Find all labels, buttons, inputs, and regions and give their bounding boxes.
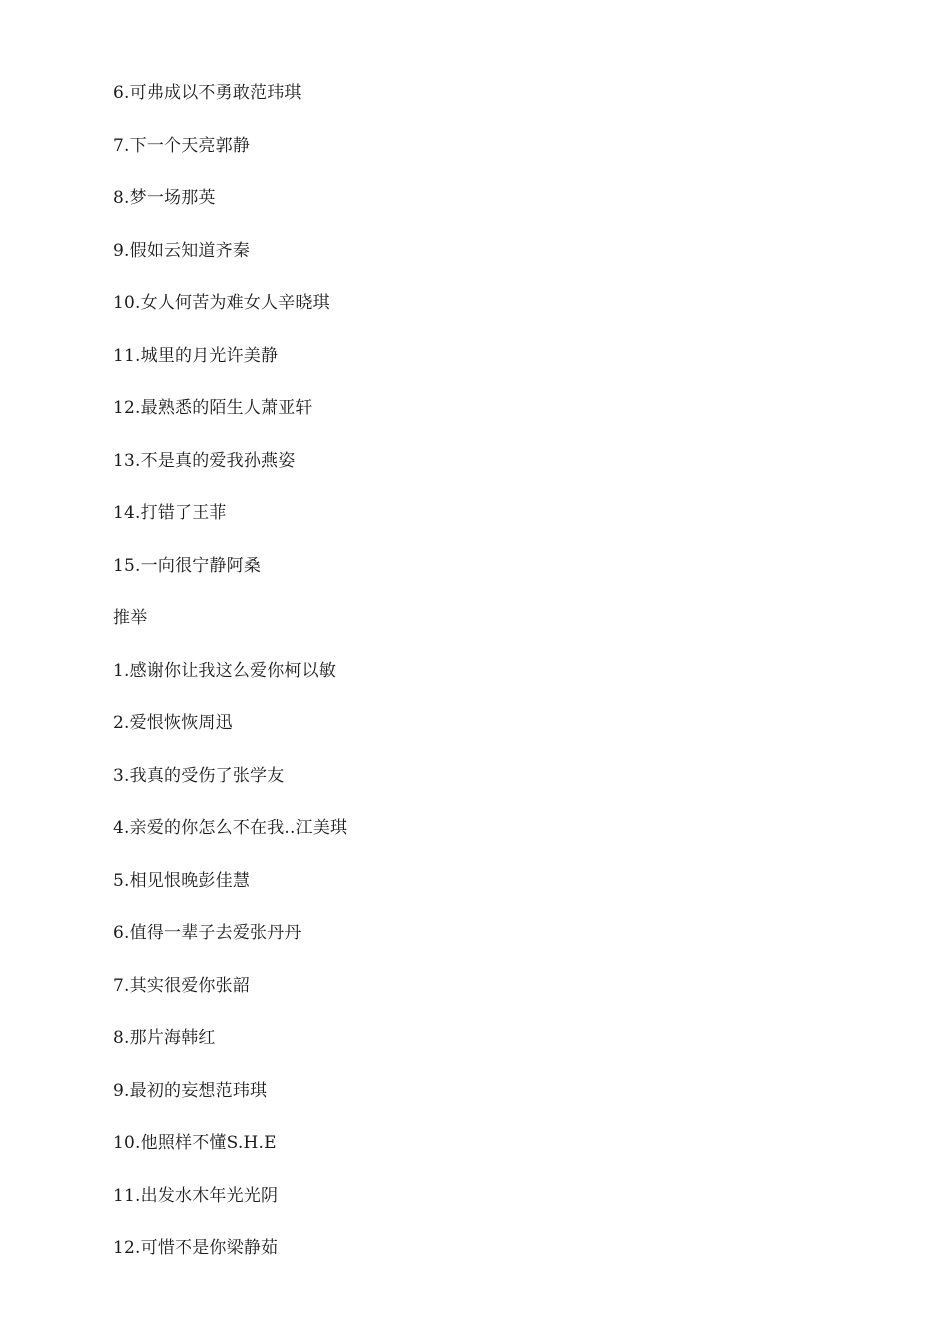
- list-item: 9.假如云知道齐秦: [113, 240, 251, 261]
- list-item: 2.爱恨恢恢周迅: [113, 713, 233, 733]
- list-item: 8.那片海韩红: [113, 1028, 216, 1048]
- section-heading: 推举: [113, 608, 148, 628]
- list-item: 3.我真的受伤了张学友: [113, 765, 285, 786]
- list-item: 7.其实很爱你张韶: [113, 975, 251, 996]
- list-item: 12.最熟悉的陌生人萧亚轩: [113, 398, 313, 418]
- list-item: 6.值得一辈子去爱张丹丹: [113, 923, 302, 943]
- list-item: 10.女人何苦为难女人辛晓琪: [113, 293, 330, 313]
- list-item: 9.最初的妄想范玮琪: [113, 1080, 268, 1101]
- list-item: 11.出发水木年光光阴: [113, 1185, 279, 1206]
- list-item: 1.感谢你让我这么爱你柯以敏: [113, 660, 337, 681]
- list-item: 13.不是真的爱我孙燕姿: [113, 450, 296, 471]
- list-item: 6.可弗成以不勇敢范玮琪: [113, 83, 302, 103]
- list-item: 5.相见恨晚彭佳慧: [113, 870, 251, 891]
- list-item: 4.亲爱的你怎么不在我..江美琪: [113, 818, 348, 838]
- list-item: 7.下一个天亮郭静: [113, 135, 251, 156]
- list-item: 15.一向很宁静阿桑: [113, 555, 262, 576]
- list-item: 14.打错了王菲: [113, 503, 227, 523]
- list-item: 11.城里的月光许美静: [113, 345, 279, 366]
- list-item: 10.他照样不懂S.H.E: [113, 1133, 277, 1153]
- list-item: 8.梦一场那英: [113, 188, 216, 208]
- list-item: 12.可惜不是你梁静茹: [113, 1238, 279, 1258]
- song-list: [113, 80, 347, 1288]
